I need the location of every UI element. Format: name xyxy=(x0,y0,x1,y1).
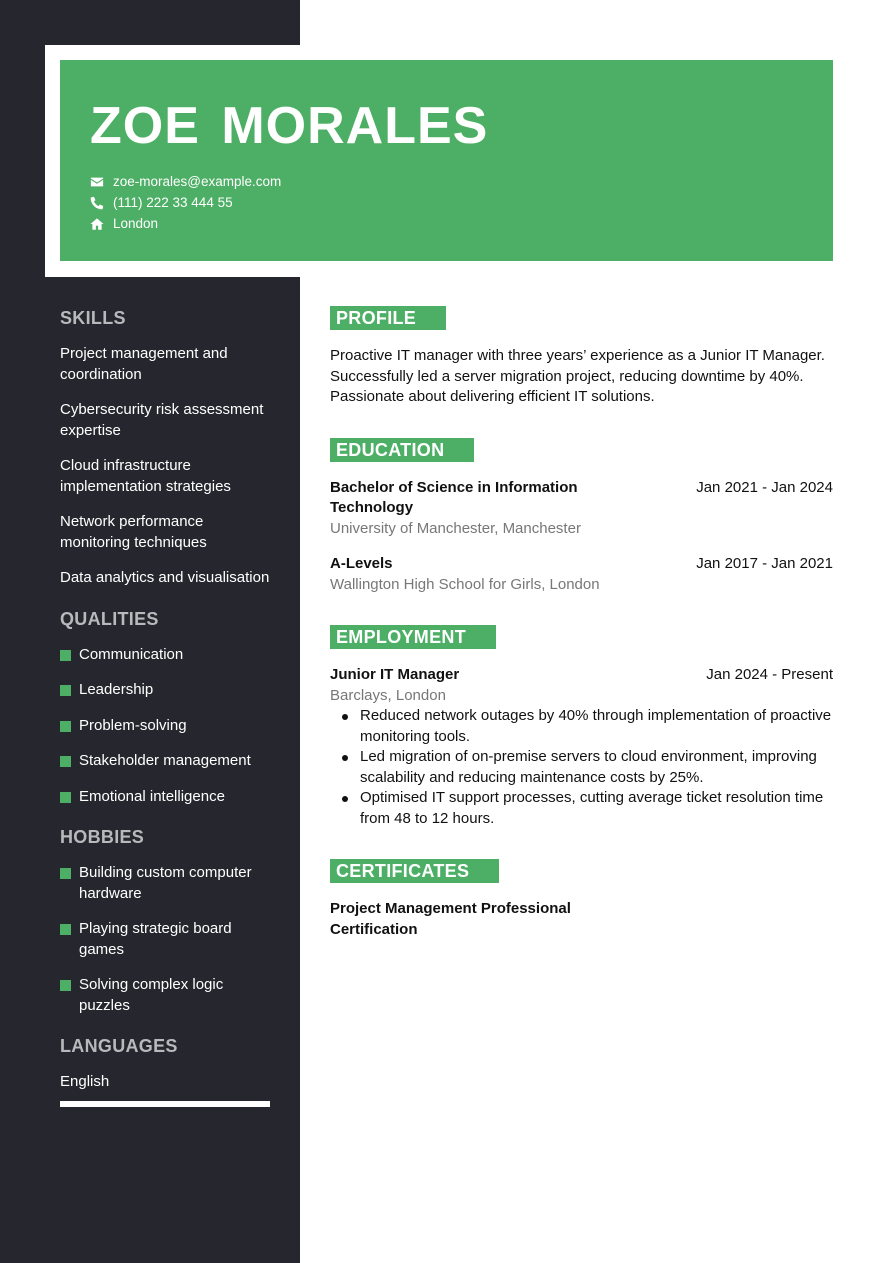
hobby-label: Solving complex logic puzzles xyxy=(79,976,224,1014)
quality-label: Leadership xyxy=(79,681,154,698)
contact-phone xyxy=(90,192,281,213)
quality-label: Communication xyxy=(79,645,184,663)
main-content xyxy=(330,306,833,970)
education-heading: EDUCATION xyxy=(330,438,474,462)
employment-heading: EMPLOYMENT xyxy=(330,625,496,649)
hobby-item xyxy=(60,863,275,904)
contact-location xyxy=(90,213,281,234)
institution: Wallington High School for Girls, London xyxy=(330,575,600,593)
language-level-bar xyxy=(60,1101,270,1107)
skill-item: Project management and coordination xyxy=(60,345,228,383)
certificate-item: Project Management Professional Certification xyxy=(330,900,571,938)
phone-text: (111) 222 33 444 55 xyxy=(113,195,233,210)
candidate-name: ZOE MORALES xyxy=(90,97,489,155)
language-name: English xyxy=(60,1073,110,1090)
hobby-label: Playing strategic board games xyxy=(79,920,232,958)
responsibility-item: Reduced network outages by 40% through implementation of proactive monitoring tools. xyxy=(360,706,833,747)
square-bullet-icon xyxy=(60,980,71,991)
languages-heading: LANGUAGES xyxy=(60,1036,178,1056)
square-bullet-icon xyxy=(60,685,71,696)
employment-dates: Jan 2024 - Present xyxy=(706,666,833,683)
quality-item xyxy=(60,751,275,772)
skill-item: Cybersecurity risk assessment expertise xyxy=(60,401,264,439)
location-text: London xyxy=(113,216,159,231)
education-section xyxy=(330,438,833,596)
hobby-label: Building custom computer hardware xyxy=(79,864,252,902)
education-dates: Jan 2021 - Jan 2024 xyxy=(696,478,833,496)
degree-title: Bachelor of Science in Information Technology xyxy=(330,478,578,516)
square-bullet-icon xyxy=(60,868,71,879)
education-dates: Jan 2017 - Jan 2021 xyxy=(696,555,833,572)
quality-item xyxy=(60,645,275,666)
hobby-item xyxy=(60,975,275,1016)
skills-heading: SKILLS xyxy=(60,308,126,328)
institution: University of Manchester, Manchester xyxy=(330,519,581,537)
skill-item: Network performance monitoring techniques xyxy=(60,513,207,551)
envelope-icon xyxy=(90,175,104,189)
profile-text: Proactive IT manager with three years’ experience as a Junior IT Manager. Successfully led a server migration project, reducing downtime by 40%. Passionate about delivering efficient IT solutions. xyxy=(330,347,825,405)
square-bullet-icon xyxy=(60,792,71,803)
quality-label: Stakeholder management xyxy=(79,752,251,769)
contact-email xyxy=(90,171,281,192)
employment-entry xyxy=(330,665,833,829)
header xyxy=(60,60,833,261)
job-title: Junior IT Manager xyxy=(330,666,460,683)
degree-title: A-Levels xyxy=(330,555,393,572)
education-entry xyxy=(330,554,833,595)
languages-section xyxy=(60,1034,275,1107)
certificates-heading: CERTIFICATES xyxy=(330,859,499,883)
profile-heading: PROFILE xyxy=(330,306,446,330)
quality-item xyxy=(60,680,275,701)
certificates-section xyxy=(330,859,833,940)
home-icon xyxy=(90,217,104,231)
sidebar xyxy=(60,306,275,1125)
square-bullet-icon xyxy=(60,756,71,767)
quality-item xyxy=(60,787,275,808)
skills-section xyxy=(60,306,275,589)
square-bullet-icon xyxy=(60,924,71,935)
email-text: zoe-morales@example.com xyxy=(113,174,282,189)
company: Barclays, London xyxy=(330,686,446,704)
skill-item: Data analytics and visualisation xyxy=(60,569,270,586)
profile-section xyxy=(330,306,833,408)
responsibilities-list xyxy=(330,706,833,829)
education-entry xyxy=(330,478,833,540)
hobby-item xyxy=(60,919,275,960)
qualities-section xyxy=(60,607,275,808)
responsibility-item: Led migration of on-premise servers to cloud environment, improving scalability and reducing maintenance costs by 25%. xyxy=(360,747,833,788)
hobbies-heading: HOBBIES xyxy=(60,827,145,847)
responsibility-item: Optimised IT support processes, cutting average ticket resolution time from 48 to 12 hours. xyxy=(360,788,833,829)
quality-label: Problem-solving xyxy=(79,716,187,734)
square-bullet-icon xyxy=(60,721,71,732)
quality-item xyxy=(60,716,275,737)
quality-label: Emotional intelligence xyxy=(79,787,225,805)
employment-section xyxy=(330,625,833,829)
contact-info xyxy=(90,171,281,234)
skill-item: Cloud infrastructure implementation strategies xyxy=(60,457,231,495)
phone-icon xyxy=(90,196,104,210)
square-bullet-icon xyxy=(60,650,71,661)
hobbies-section xyxy=(60,825,275,1016)
qualities-heading: QUALITIES xyxy=(60,608,159,629)
